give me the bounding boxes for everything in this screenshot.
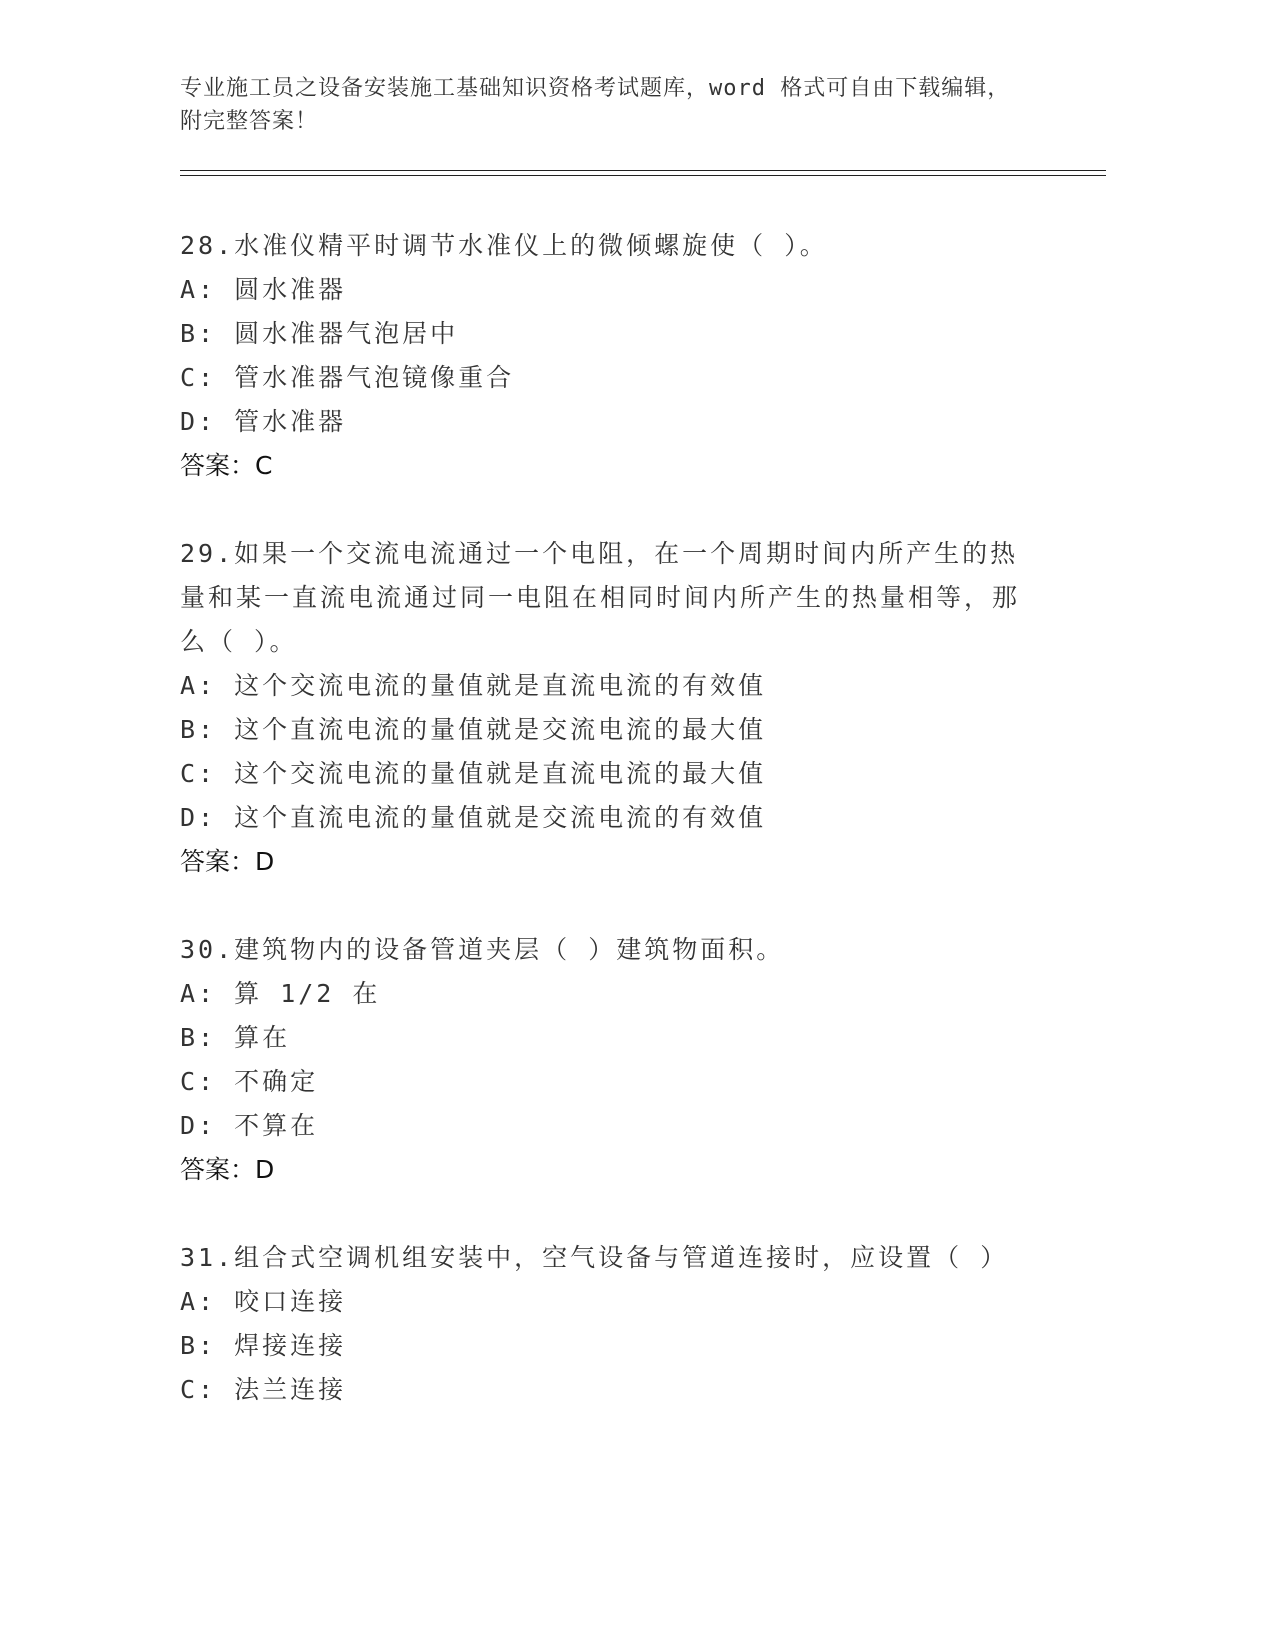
option-d: D: 管水准器 xyxy=(180,407,347,436)
option-d: D: 不算在 xyxy=(180,1111,319,1140)
answer: 答案：C xyxy=(180,451,273,480)
question-stem: 28.水准仪精平时调节水准仪上的微倾螺旋使（ ）。 xyxy=(180,231,828,260)
header-line-2: 附完整答案！ xyxy=(180,109,319,134)
document-header xyxy=(180,72,1060,138)
option-c: C: 不确定 xyxy=(180,1067,319,1096)
question-30 xyxy=(180,928,1080,1192)
option-c: C: 这个交流电流的量值就是直流电流的最大值 xyxy=(180,759,767,788)
header-line-1: 专业施工员之设备安装施工基础知识资格考试题库，word 格式可自由下载编辑， xyxy=(180,76,1011,101)
option-a: A: 咬口连接 xyxy=(180,1287,347,1316)
question-stem: 30.建筑物内的设备管道夹层（ ）建筑物面积。 xyxy=(180,935,785,964)
option-b: B: 这个直流电流的量值就是交流电流的最大值 xyxy=(180,715,767,744)
header-rule-top xyxy=(180,170,1106,171)
option-c: C: 管水准器气泡镜像重合 xyxy=(180,363,515,392)
answer: 答案：D xyxy=(180,1155,275,1184)
option-b: B: 圆水准器气泡居中 xyxy=(180,319,459,348)
question-29 xyxy=(180,532,1080,884)
option-a: A: 算 1/2 在 xyxy=(180,979,381,1008)
option-a: A: 圆水准器 xyxy=(180,275,347,304)
option-d: D: 这个直流电流的量值就是交流电流的有效值 xyxy=(180,803,767,832)
option-b: B: 算在 xyxy=(180,1023,291,1052)
answer: 答案：D xyxy=(180,847,275,876)
question-list xyxy=(180,224,1080,1456)
question-31 xyxy=(180,1236,1080,1412)
option-b: B: 焊接连接 xyxy=(180,1331,347,1360)
question-stem: 31.组合式空调机组安装中，空气设备与管道连接时，应设置（ ） xyxy=(180,1243,1009,1272)
option-a: A: 这个交流电流的量值就是直流电流的有效值 xyxy=(180,671,767,700)
question-stem: 29.如果一个交流电流通过一个电阻，在一个周期时间内所产生的热量和某一直流电流通过同一电阻在相同时间内所产生的热量相等，那么（ ）。 xyxy=(180,539,1021,656)
option-c: C: 法兰连接 xyxy=(180,1375,347,1404)
question-28 xyxy=(180,224,1080,488)
header-rule-bottom xyxy=(180,175,1106,176)
